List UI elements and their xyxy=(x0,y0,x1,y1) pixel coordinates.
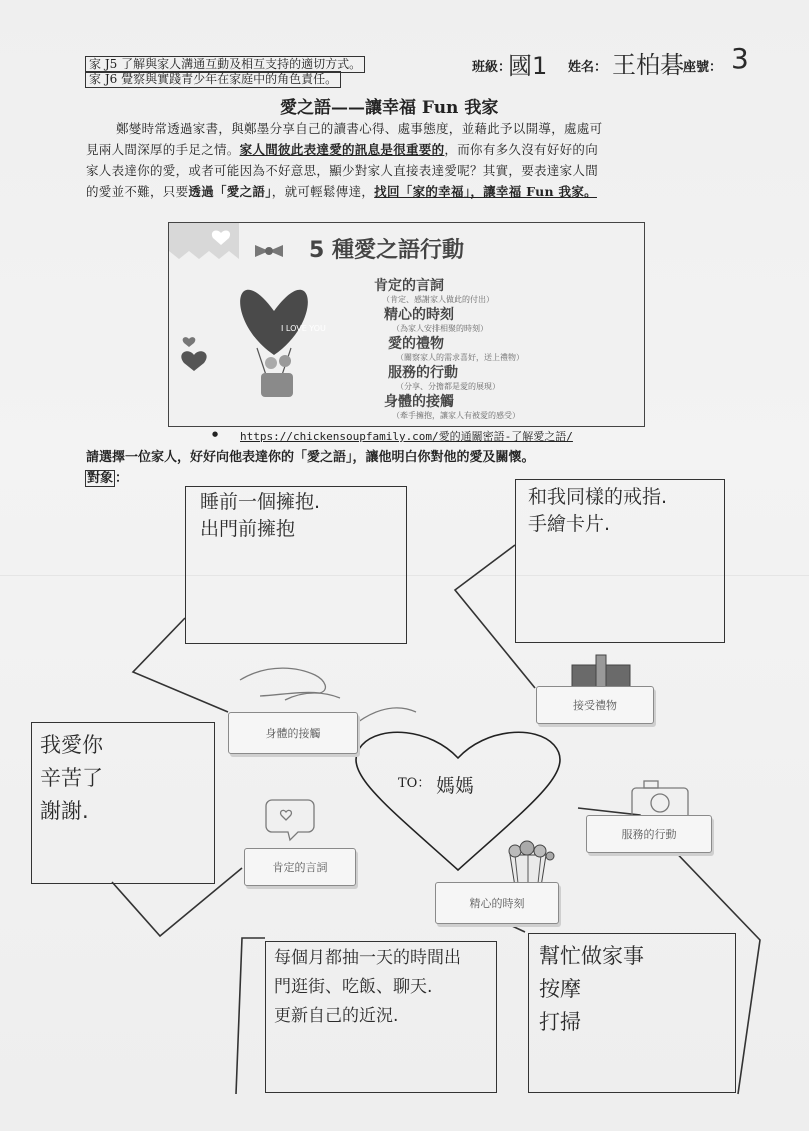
intro-text: ，而你有多久沒有好好的向 xyxy=(444,142,599,157)
intro-line-1: 鄭燮時常透過家書，與鄭墨分享自己的讀書心得、處事態度，並藉此予以開導，處處可 xyxy=(116,121,603,136)
infographic-title: 5 種愛之語行動 xyxy=(309,238,464,263)
answer-physical-touch: 睡前一個擁抱. 出門前擁抱 xyxy=(200,491,321,540)
infographic-item-name: 精心的時刻 xyxy=(384,307,454,323)
intro-text: 的愛並不難，只要 xyxy=(86,184,189,199)
name-label: 姓名： xyxy=(568,60,608,75)
tag-words-of-affirmation: 肯定的言詞 xyxy=(244,848,356,886)
instruction-text: 請選擇一位家人，好好向他表達你的「愛之語」，讓他明白你對他的愛及關懷。 xyxy=(86,450,535,465)
answer-box-words-of-affirmation[interactable] xyxy=(31,722,215,884)
source-link[interactable]: https://chickensoupfamily.com/愛的通關密語-了解愛之語/ xyxy=(240,430,573,443)
answer-box-acts-of-service[interactable] xyxy=(528,933,736,1093)
infographic-item-name: 肯定的言詞 xyxy=(374,278,444,294)
answer-box-quality-time[interactable] xyxy=(265,941,497,1093)
infographic-item-desc: （為家人安排相聚的時刻） xyxy=(392,324,488,333)
tag-receiving-gifts: 接受禮物 xyxy=(536,686,654,724)
answer-box-physical-touch[interactable] xyxy=(185,486,407,644)
infographic-item-name: 身體的接觸 xyxy=(384,394,454,410)
infographic-item-desc: （分享、分擔都是愛的展現） xyxy=(396,382,500,391)
intro-text: ，就可輕鬆傳達， xyxy=(271,184,375,199)
answer-quality-time: 每個月都抽一天的時間出 門逛街、吃飯、聊天. 更新自己的近況. xyxy=(274,948,461,1026)
seat-label: 座號： xyxy=(683,60,723,75)
tag-physical-touch: 身體的接觸 xyxy=(228,712,358,754)
infographic-item-name: 愛的禮物 xyxy=(388,336,444,352)
hands-sketch xyxy=(240,668,325,696)
infographic-item-desc: （關察家人的需求喜好，送上禮物） xyxy=(396,353,524,362)
tag-quality-time: 精心的時刻 xyxy=(435,882,559,924)
balloon-text: I LOVE YOU xyxy=(281,324,326,333)
speech-bubble-sketch xyxy=(266,800,314,840)
heart-recipient: 媽媽 xyxy=(436,775,475,797)
seat-value: 3 xyxy=(731,42,749,75)
class-label: 班級： xyxy=(472,60,512,75)
answer-words-of-affirmation: 我愛你 辛苦了 謝謝. xyxy=(40,733,103,823)
answer-receiving-gifts: 和我同樣的戒指. 手繪卡片. xyxy=(528,486,668,535)
learning-goal-j5: 家 J5 了解與家人溝通互動及相互支持的適切方式。 xyxy=(85,56,365,73)
intro-text: 見兩人間深厚的手足之情。 xyxy=(86,142,240,157)
bullet-icon: ● xyxy=(212,430,219,438)
answer-acts-of-service: 幫忙做家事 按摩 打掃 xyxy=(539,944,644,1034)
intro-emphasis: 透過「愛之語」 xyxy=(188,184,272,199)
intro-line-3: 家人表達你的愛，或者可能因為不好意思，顯少對家人直接表達愛呢？其實，要表達家人間 xyxy=(86,163,599,178)
target-label: 對象 xyxy=(87,471,114,486)
name-value: 王柏碁 xyxy=(612,51,684,79)
infographic-item-desc: （牽手擁抱，讓家人有被愛的感受） xyxy=(392,411,520,420)
infographic-item-name: 服務的行動 xyxy=(388,365,458,381)
answer-box-receiving-gifts[interactable] xyxy=(515,479,725,643)
target-colon: ： xyxy=(115,471,129,486)
worksheet-title: 愛之語——讓幸福 Fun 我家 xyxy=(280,98,499,118)
intro-emphasis: 找回「家的幸福」，讓幸福 Fun 我家。 xyxy=(374,184,597,199)
class-value: 國1 xyxy=(508,52,548,80)
tag-acts-of-service: 服務的行動 xyxy=(586,815,712,853)
connector-time-left xyxy=(236,938,265,1094)
intro-emphasis: 家人間彼此表達愛的訊息是很重要的 xyxy=(239,142,445,157)
learning-goal-j6: 家 J6 覺察與實踐青少年在家庭中的角色責任。 xyxy=(85,71,341,88)
heart-to-label: TO： xyxy=(398,776,431,791)
infographic-item-desc: （肯定、感謝家人做此的付出） xyxy=(382,295,494,304)
